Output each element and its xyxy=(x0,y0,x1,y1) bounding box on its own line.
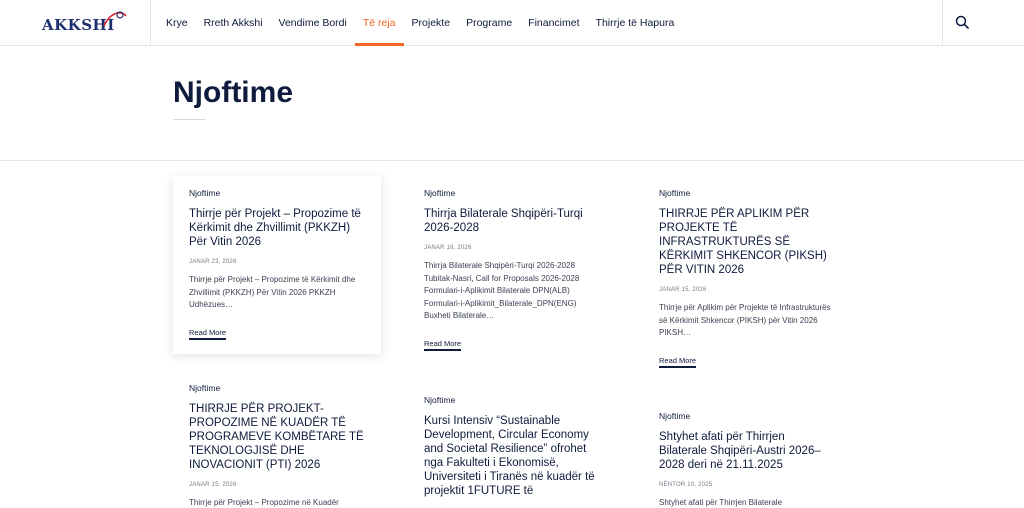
card-category[interactable]: Njoftime xyxy=(189,188,221,198)
nav-item-financimet[interactable]: Financimet xyxy=(528,17,580,29)
card-category[interactable]: Njoftime xyxy=(424,188,456,198)
search-icon xyxy=(955,15,969,29)
page-title-section xyxy=(0,46,1024,161)
card-date: JANAR 23, 2026 xyxy=(189,259,237,265)
nav-item-te-reja[interactable]: Të reja xyxy=(355,0,404,46)
news-grid xyxy=(173,176,853,508)
card-excerpt: Thirrje për Projekt – Propozime në Kuadër xyxy=(189,498,339,507)
news-card xyxy=(173,371,381,508)
card-category[interactable]: Njoftime xyxy=(659,411,691,421)
page-title: Njoftime xyxy=(173,76,293,109)
card-title[interactable]: Thirrja Bilaterale Shqipëri-Turqi 2026-2028 xyxy=(424,208,583,234)
card-title[interactable]: THIRRJE PËR APLIKIM PËR PROJEKTE TË INFRASTRUKTURËS SË KËRKIMIT SHKENCOR (PIKSH) PËR VITIN 2026 xyxy=(659,208,827,276)
main-nav xyxy=(158,0,682,46)
card-date: JANAR 16, 2026 xyxy=(424,245,472,251)
news-card xyxy=(173,176,381,354)
card-excerpt: Thirrje për Aplikim për Projekte të Infrastrukturës së Kërkimit Shkencor (PIKSH) për Vitin 2026 PIKSH… xyxy=(659,303,831,337)
nav-item-projekte[interactable]: Projekte xyxy=(411,17,451,29)
news-card xyxy=(643,399,851,508)
read-more-link[interactable]: Read More xyxy=(424,339,461,351)
card-excerpt: Thirrja Bilaterale Shqipëri-Turqi 2026-2028 Tubitak-Nasri, Call for Proposals 2026-2028 Formulari-i-Aplikimit Bilaterale DPN(ALB) Formulari-i-Aplikimit_Bilaterale_DPN(ENG) Buxheti Bilaterale… xyxy=(424,261,580,320)
title-underline xyxy=(173,119,205,120)
card-category[interactable]: Njoftime xyxy=(659,188,691,198)
card-title[interactable]: THIRRJE PËR PROJEKT-PROPOZIME NË KUADËR TË PROGRAMEVE KOMBËTARE TË TEKNOLOGJISË DHE INOVACIONIT (PTI) 2026 xyxy=(189,403,364,471)
search-button[interactable] xyxy=(955,15,973,33)
news-card xyxy=(408,383,616,508)
card-title[interactable]: Thirrje për Projekt – Propozime të Kërkimit dhe Zhvillimit (PKKZH) Për Vitin 2026 xyxy=(189,208,361,248)
logo-swoosh-icon xyxy=(102,8,128,30)
card-title[interactable]: Shtyhet afati për Thirrjen Bilaterale Shqipëri-Austri 2026–2028 deri në 21.11.2025 xyxy=(659,431,821,471)
site-logo[interactable] xyxy=(42,8,132,38)
card-category[interactable]: Njoftime xyxy=(189,383,221,393)
card-date: NËNTOR 10, 2025 xyxy=(659,482,713,488)
card-date: JANAR 15, 2026 xyxy=(189,482,237,488)
logo-text: AKKSHI xyxy=(42,16,115,34)
nav-item-rreth-akkshi[interactable]: Rreth Akkshi xyxy=(203,17,263,29)
card-excerpt: Thirrje për Projekt – Propozime të Kërkimit dhe Zhvillimit (PKKZH) Për Vitin 2026 PKKZH Udhëzues… xyxy=(189,275,356,309)
header-divider xyxy=(942,0,943,46)
header-divider xyxy=(150,0,151,46)
nav-item-vendime-bordi[interactable]: Vendime Bordi xyxy=(278,17,347,29)
nav-item-krye[interactable]: Krye xyxy=(166,17,188,29)
site-header xyxy=(0,0,1024,46)
nav-item-programe[interactable]: Programe xyxy=(466,17,513,29)
news-card xyxy=(408,176,616,365)
card-excerpt: Shtyhet afati për Thirrjen Bilaterale xyxy=(659,498,783,507)
card-category[interactable]: Njoftime xyxy=(424,395,456,405)
nav-item-thirrje-te-hapura[interactable]: Thirrje të Hapura xyxy=(595,17,675,29)
news-card xyxy=(643,176,851,382)
card-date: JANAR 15, 2026 xyxy=(659,287,707,293)
read-more-link[interactable]: Read More xyxy=(189,328,226,340)
card-title[interactable]: Kursi Intensiv “Sustainable Development, Circular Economy and Societal Resilience” ofrohet nga Fakulteti i Ekonomisë, Universiteti i Tiranës në kuadër të projektit 1FUTURE të xyxy=(424,415,595,497)
read-more-link[interactable]: Read More xyxy=(659,356,696,368)
